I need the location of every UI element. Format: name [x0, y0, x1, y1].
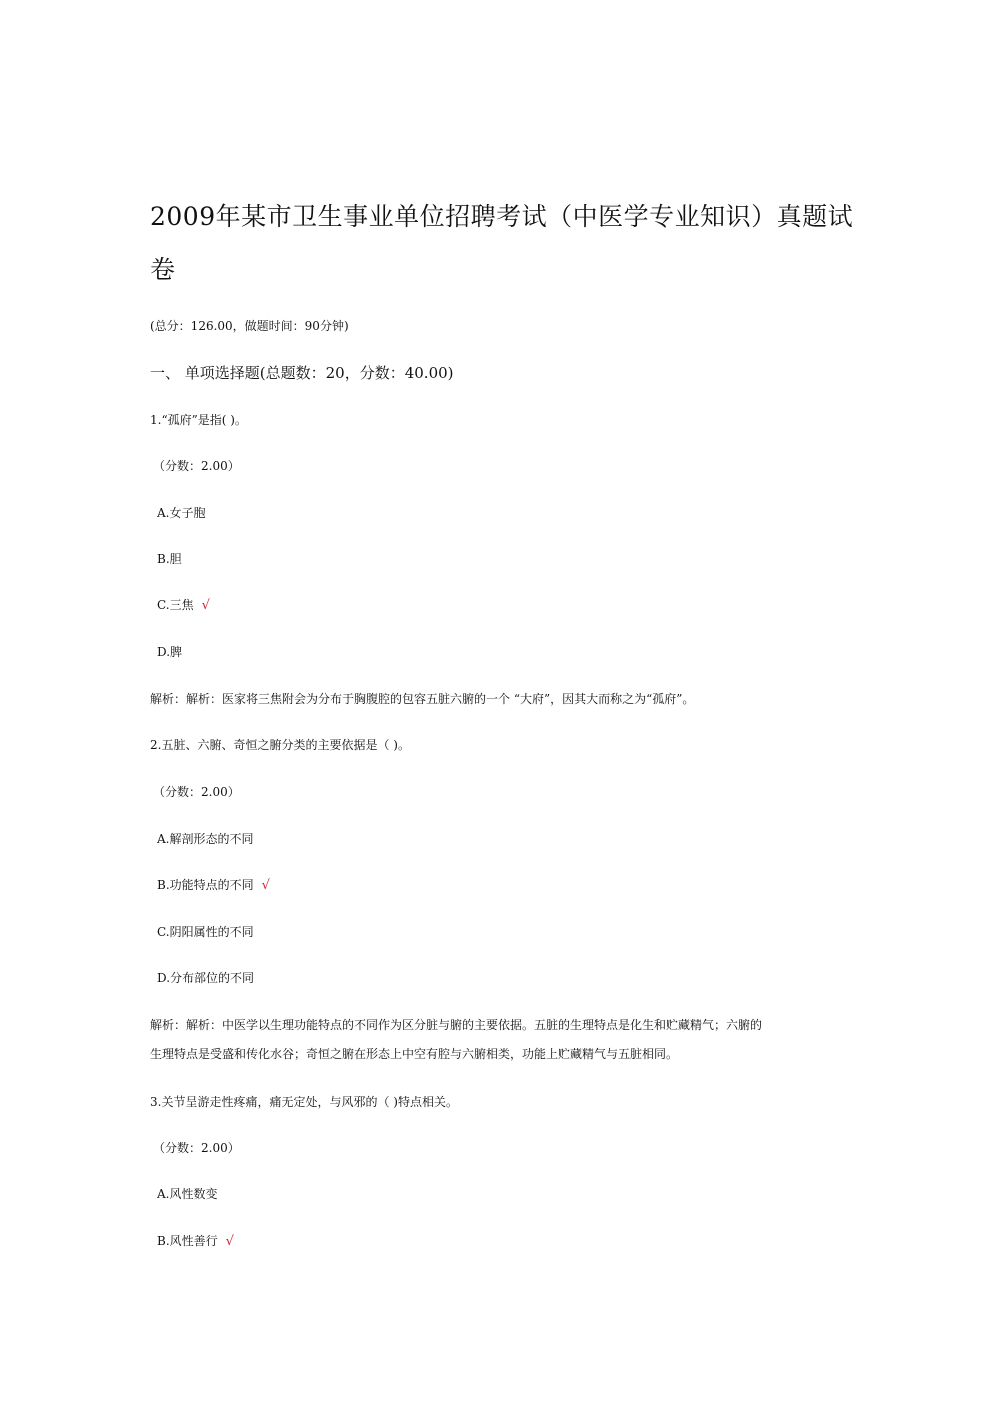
exam-meta: (总分：126.00，做题时间：90分钟) — [150, 319, 349, 333]
question-2-explanation-line2: 生理特点是受盛和传化水谷；奇恒之腑在形态上中空有腔与六腑相类，功能上贮藏精气与五脏相同。 — [150, 1047, 679, 1061]
question-3-option-b — [157, 1233, 234, 1250]
document-title-line1: 2009年某市卫生事业单位招聘考试（中医学专业知识）真题试 — [150, 202, 854, 231]
question-2-stem: 2.五脏、六腑、奇恒之腑分类的主要依据是（ )。 — [150, 738, 410, 752]
question-2-option-b — [157, 877, 270, 894]
question-2-explanation-line1: 解析：解析：中医学以生理功能特点的不同作为区分脏与腑的主要依据。五脏的生理特点是化生和贮藏精气；六腑的 — [150, 1018, 763, 1032]
check-mark-icon: √ — [225, 1234, 234, 1249]
question-1-option-d: D.脾 — [157, 645, 183, 659]
option-text: C.三焦 — [157, 598, 194, 612]
question-1-score: （分数：2.00） — [153, 459, 240, 473]
check-mark-icon: √ — [201, 598, 210, 613]
question-2-score: （分数：2.00） — [153, 785, 240, 799]
section-heading: 一、 单项选择题(总题数：20，分数：40.00) — [150, 364, 454, 382]
option-text: B.功能特点的不同 — [157, 878, 254, 892]
question-3-option-a: A.风性数变 — [157, 1187, 218, 1201]
question-3-stem: 3.关节呈游走性疼痛，痛无定处，与风邪的（ )特点相关。 — [150, 1095, 458, 1109]
question-2-option-c: C.阴阳属性的不同 — [157, 925, 254, 939]
question-1-explanation: 解析：解析：医家将三焦附会为分布于胸腹腔的包容五脏六腑的一个 “大府”，因其大而称之为“孤府”。 — [150, 692, 695, 706]
question-2-option-a: A.解剖形态的不同 — [157, 832, 254, 846]
question-1-option-b: B.胆 — [157, 552, 182, 566]
question-1-stem: 1.“孤府”是指( )。 — [150, 413, 247, 427]
option-text: B.风性善行 — [157, 1234, 218, 1248]
check-mark-icon: √ — [261, 878, 270, 893]
question-2-option-d: D.分布部位的不同 — [157, 971, 255, 985]
question-1-option-a: A.女子胞 — [157, 506, 206, 520]
document-title-line2: 卷 — [150, 255, 176, 284]
question-1-option-c — [157, 597, 210, 614]
question-3-score: （分数：2.00） — [153, 1141, 240, 1155]
